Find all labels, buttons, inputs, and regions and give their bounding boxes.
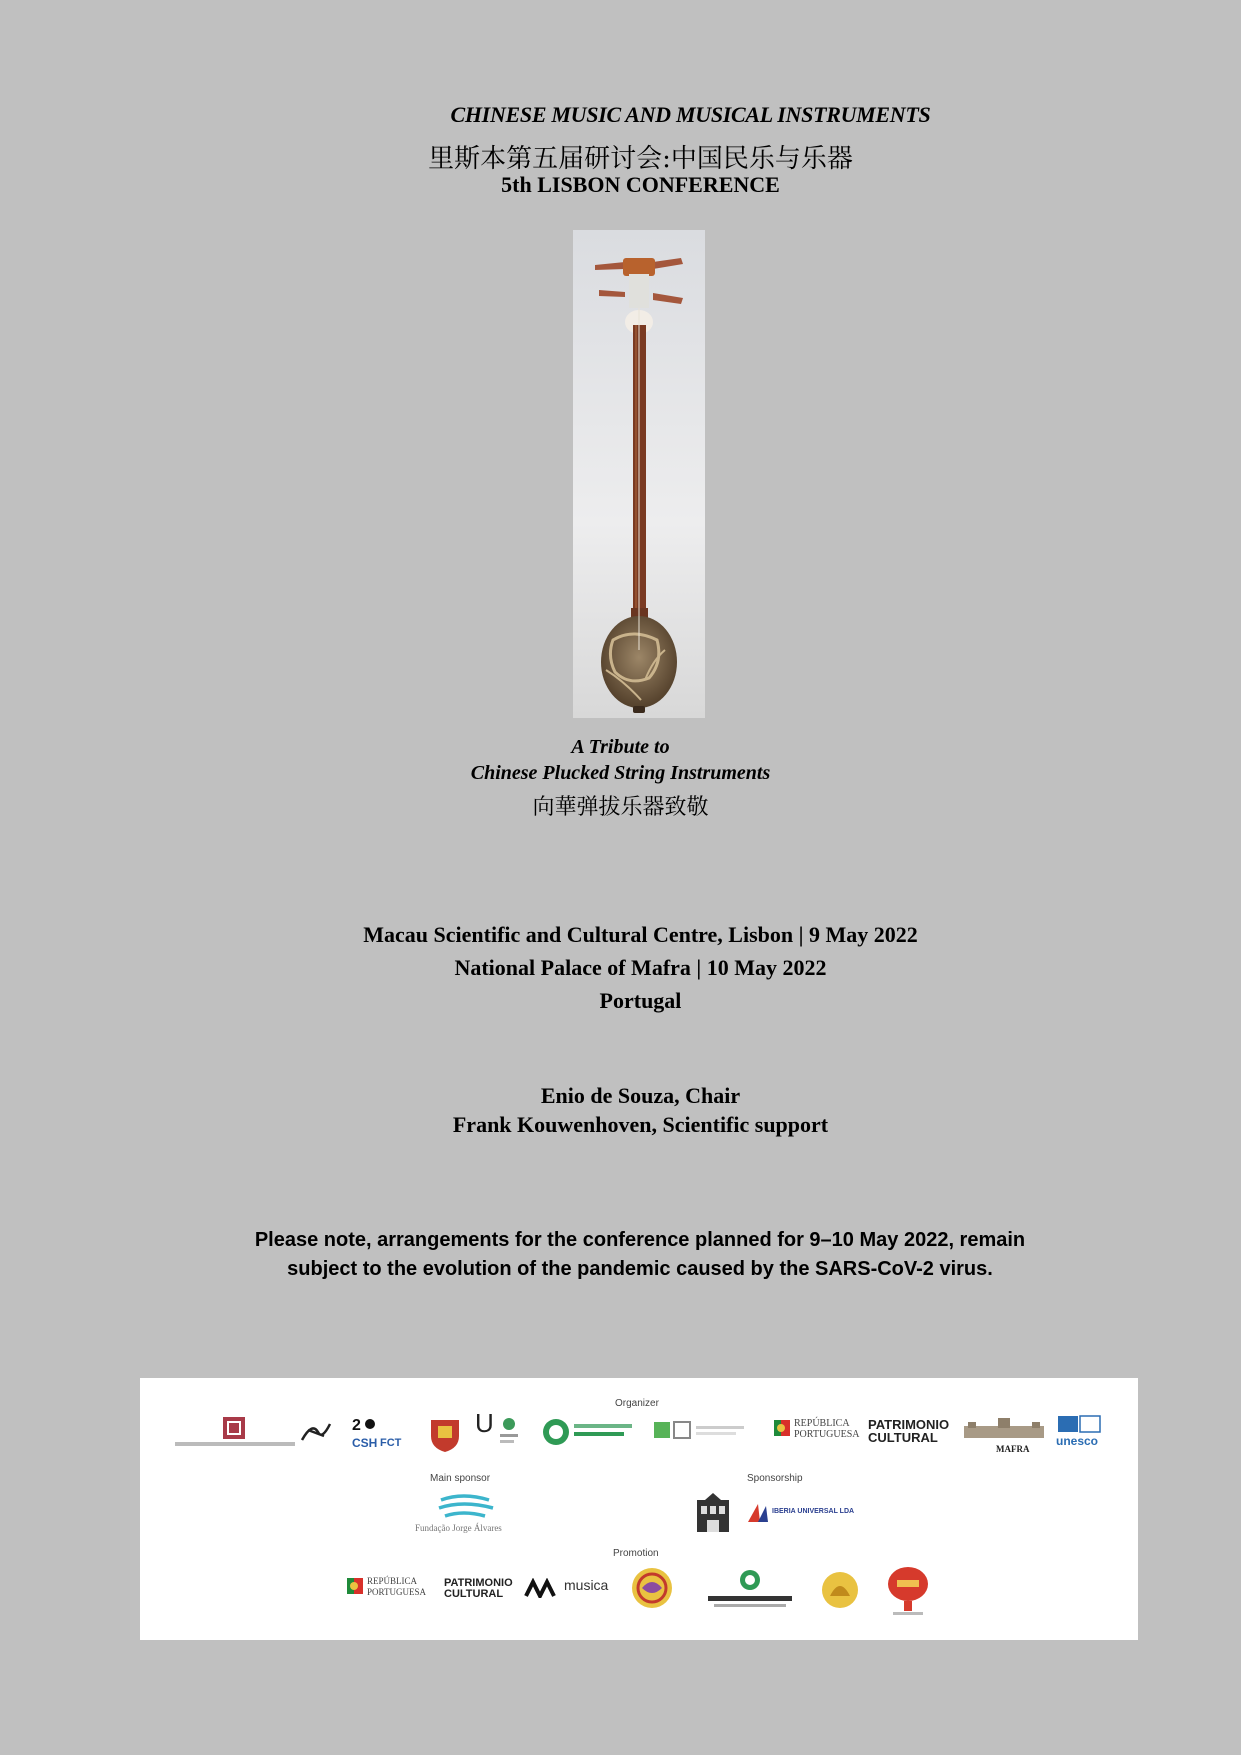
fct-mark: FCT — [380, 1437, 402, 1449]
fundacao-jorge-alvares-emblem — [437, 1490, 497, 1525]
iberia-universal-text: IBERIA UNIVERSAL LDA — [772, 1508, 855, 1515]
fundacao-jorge-alvares-text: Fundação Jorge Álvares — [415, 1523, 502, 1533]
unesco-text: unesco — [1056, 1434, 1099, 1448]
conference-title-english: CHINESE MUSIC AND MUSICAL INSTRUMENTS — [450, 102, 931, 127]
tribute-line-2: Chinese Plucked String Instruments — [470, 762, 771, 784]
conference-title-chinese: 里斯本第五届研讨会:中国民乐与乐器 — [428, 144, 853, 174]
scientific-support-name: Frank Kouwenhoven, Scientific support — [452, 1112, 829, 1137]
tribute-line-1: A Tribute to — [571, 736, 670, 758]
sanxian-instrument-photo — [573, 230, 705, 718]
promotion-label: Promotion — [613, 1548, 659, 1559]
patrimonio-cultural-logo: PATRIMONIO CULTURAL — [868, 1417, 950, 1445]
main-sponsor-label: Main sponsor — [430, 1473, 491, 1484]
iberia-universal-icon — [746, 1502, 770, 1529]
mafra-palace-logo — [962, 1416, 1046, 1447]
sponsorship-label: Sponsorship — [747, 1473, 803, 1484]
red-lantern-logo — [885, 1562, 931, 1623]
venue-mafra: National Palace of Mafra | 10 May 2022 — [454, 955, 827, 980]
musica-text: musica — [564, 1577, 609, 1593]
cccm-logo — [220, 1416, 250, 1445]
musica-logo-mark — [524, 1578, 558, 1603]
csh-mark: CSH — [352, 1436, 378, 1450]
promo-republica-text: REPÚBLICA PORTUGUESA — [367, 1576, 426, 1597]
svg-text:2: 2 — [352, 1417, 361, 1434]
pandemic-notice: Please note, arrangements for the conference planned for 9–10 May 2022, remain subject to the evolution of the pandemic caused by the SARS-CoV-2 virus. — [254, 1229, 1026, 1280]
macau-government-logo — [700, 1568, 800, 1617]
ulisboa-logo: U — [475, 1408, 494, 1438]
organizers-block — [20, 1081, 1241, 1139]
calligraphy-logo — [298, 1418, 334, 1451]
cccm-caption — [175, 1442, 295, 1446]
republica-flag-icon — [772, 1416, 792, 1447]
mafra-text: MAFRA — [996, 1444, 1030, 1454]
venue-country: Portugal — [599, 988, 682, 1013]
ulisboa-seal-icon — [498, 1416, 520, 1453]
lisbon-crest-logo — [428, 1414, 462, 1459]
venue-block — [20, 918, 1241, 1017]
promo-patrimonio-logo: PATRIMONIO CULTURAL — [444, 1577, 513, 1600]
tribute-chinese: 向華弹拔乐器致敬 — [532, 795, 709, 820]
conference-subtitle: 5th LISBON CONFERENCE — [501, 172, 780, 197]
chair-name: Enio de Souza, Chair — [540, 1083, 741, 1108]
republica-text: REPÚBLICA PORTUGUESA — [794, 1418, 860, 1440]
promo-republica-flag-icon — [345, 1574, 365, 1605]
organizer-label: Organizer — [615, 1398, 659, 1409]
partner-logos-panel — [140, 1378, 1138, 1640]
venue-lisbon: Macau Scientific and Cultural Centre, Lisbon | 9 May 2022 — [363, 922, 918, 947]
macau-building-logo — [693, 1492, 733, 1541]
golden-lion-emblem — [820, 1570, 860, 1615]
dragon-emblem-logo — [630, 1566, 674, 1615]
university-minho-logo — [542, 1418, 642, 1453]
tribute-heading — [0, 734, 1241, 786]
museum-logos — [652, 1420, 752, 1451]
